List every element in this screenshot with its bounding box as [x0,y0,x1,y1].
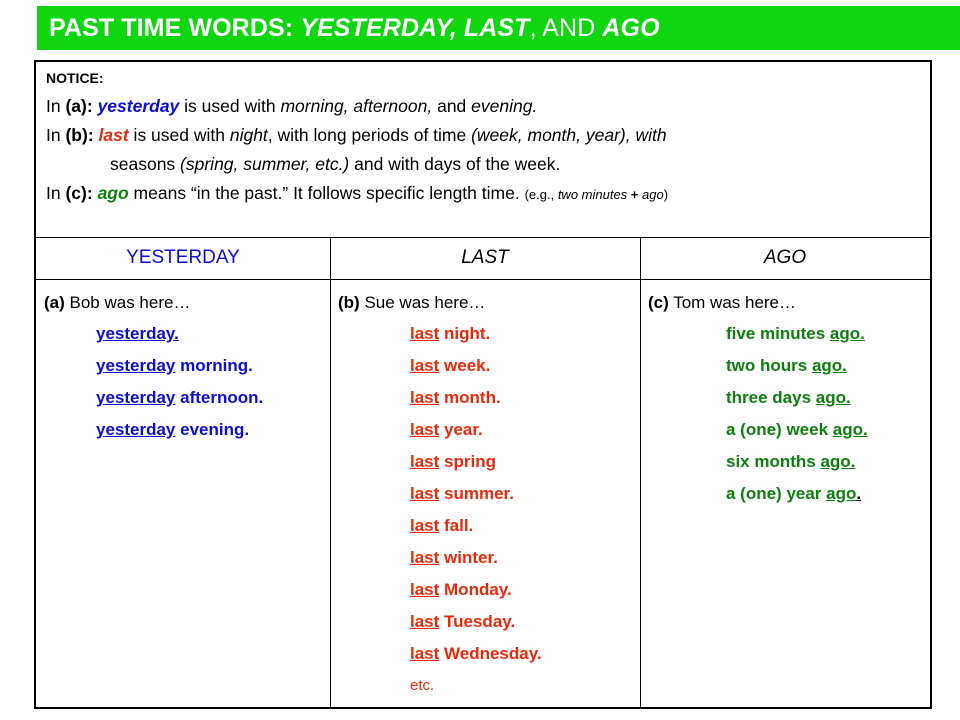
item-rest: evening. [175,420,250,439]
notice-a-text1: is used with [179,96,281,116]
notice-a-key: yesterday [97,96,180,116]
keyword-yesterday: yesterday [96,420,176,439]
item-tail: . [856,484,862,503]
notice-line-a [46,92,930,121]
notice-c-lead: In [46,183,66,203]
notice-a-text2: and [432,96,472,116]
keyword-ago: ago [826,484,857,503]
notice-b2-seasons: (spring, summer, etc.) [180,154,350,174]
keyword-last: last [410,452,440,471]
item-rest: two hours [726,356,812,375]
column-b-intro-text: Sue was here… [359,293,486,312]
keyword-last: last [410,356,440,375]
column-c-item [726,382,930,414]
keyword-last: last [410,548,440,567]
notice-b-periods: (week, month, year), with [471,125,667,145]
column-b-item [410,510,640,542]
notice-b-lead: In [46,125,66,145]
keyword-ago: ago. [811,356,847,375]
item-rest: year. [439,420,483,439]
column-b-tag: (b) [338,293,360,312]
item-rest: Tuesday. [439,612,516,631]
eg-ago: ago [642,187,664,202]
item-rest: Monday. [439,580,512,599]
column-b-item [410,318,640,350]
column-b-item [410,542,640,574]
column-ago [640,280,930,707]
keyword-last: last [410,580,440,599]
column-last [330,280,640,707]
notice-line-b2 [46,150,930,179]
title-prefix: PAST TIME WORDS: [49,13,294,42]
notice-box [36,62,930,238]
column-c-list [640,318,930,510]
column-a-item [96,414,330,446]
keyword-last: last [410,644,440,663]
keyword-last: last [410,388,440,407]
column-b-item [410,478,640,510]
eg-close: ) [663,187,669,202]
column-c-intro-text: Tom was here… [668,293,797,312]
item-rest: summer. [439,484,514,503]
title-and: , AND [529,13,596,42]
column-b-item [410,414,640,446]
notice-b-key: last [98,125,129,145]
column-b-item [410,574,640,606]
item-rest: winter. [439,548,498,567]
column-b-item [410,606,640,638]
column-a-tag: (a) [44,293,65,312]
notice-c-text1: means “in the past.” It follows specific length time. [128,183,525,203]
notice-line-b [46,121,930,150]
title-word-ago: AGO [602,13,660,42]
column-b-item [410,382,640,414]
title-word-yesterday-last: YESTERDAY, LAST [300,13,530,42]
column-yesterday [36,280,330,707]
eg-open: (e.g., [524,187,558,202]
item-rest: fall. [439,516,474,535]
keyword-last: last [410,612,440,631]
column-c-tag: (c) [648,293,669,312]
item-rest: afternoon. [175,388,264,407]
keyword-last: last [410,324,440,343]
item-rest: week. [439,356,491,375]
column-header-row [36,238,930,280]
notice-b2-text2: and with days of the week. [349,154,561,174]
notice-a-items: morning, afternoon, [280,96,433,116]
item-rest: five minutes [726,324,830,343]
keyword-yesterday: yesterday [96,388,176,407]
item-rest: six months [726,452,821,471]
eg-plus: + [627,187,643,202]
keyword-ago: ago. [832,420,868,439]
keyword-ago: ago. [815,388,851,407]
notice-c-tag: (c): [65,183,93,203]
column-a-item [96,318,330,350]
column-b-item [410,638,640,670]
notice-b-tag: (b): [65,125,94,145]
notice-heading: NOTICE: [46,70,104,86]
item-rest: night. [439,324,491,343]
column-b-intro [330,288,640,318]
column-c-item [726,318,930,350]
column-c-intro [640,288,930,318]
keyword-yesterday: yesterday. [96,324,179,343]
notice-c-key: ago [97,183,129,203]
column-a-item [96,382,330,414]
keyword-yesterday: yesterday [96,356,176,375]
keyword-last: last [410,420,440,439]
title-bar [37,6,960,50]
notice-a-tag: (a): [65,96,93,116]
keyword-last: last [410,484,440,503]
header-last: LAST [461,247,509,268]
notice-a-lead: In [46,96,66,116]
notice-c-example [525,187,669,202]
column-c-item [726,478,930,510]
item-rest: Wednesday. [439,644,542,663]
column-c-item [726,414,930,446]
item-rest: a (one) year [726,484,827,503]
keyword-ago: ago. [820,452,856,471]
notice-b2-text1: seasons [110,154,181,174]
notice-a-item-last: evening. [471,96,538,116]
grammar-table [34,60,932,709]
keyword-ago: ago. [829,324,865,343]
item-rest: three days [726,388,816,407]
header-ago: AGO [763,247,807,268]
column-a-item [96,350,330,382]
notice-b-text2: , with long periods of time [267,125,472,145]
notice-b-night: night [229,125,268,145]
item-rest: month. [439,388,501,407]
keyword-last: last [410,516,440,535]
column-c-item [726,446,930,478]
column-a-list [36,318,330,446]
column-b-item [410,446,640,478]
notice-b-text1: is used with [128,125,230,145]
column-b-etc: etc. [410,677,435,694]
notice-line-c [46,179,930,208]
column-a-intro-text: Bob was here… [64,293,191,312]
column-a-intro [36,288,330,318]
column-b-item [410,350,640,382]
item-rest: morning. [175,356,253,375]
column-b-list [330,318,640,702]
item-rest: a (one) week [726,420,833,439]
eg-two-minutes: two minutes [557,187,628,202]
header-yesterday: YESTERDAY [126,247,240,268]
column-c-item [726,350,930,382]
item-rest: spring [439,452,496,471]
